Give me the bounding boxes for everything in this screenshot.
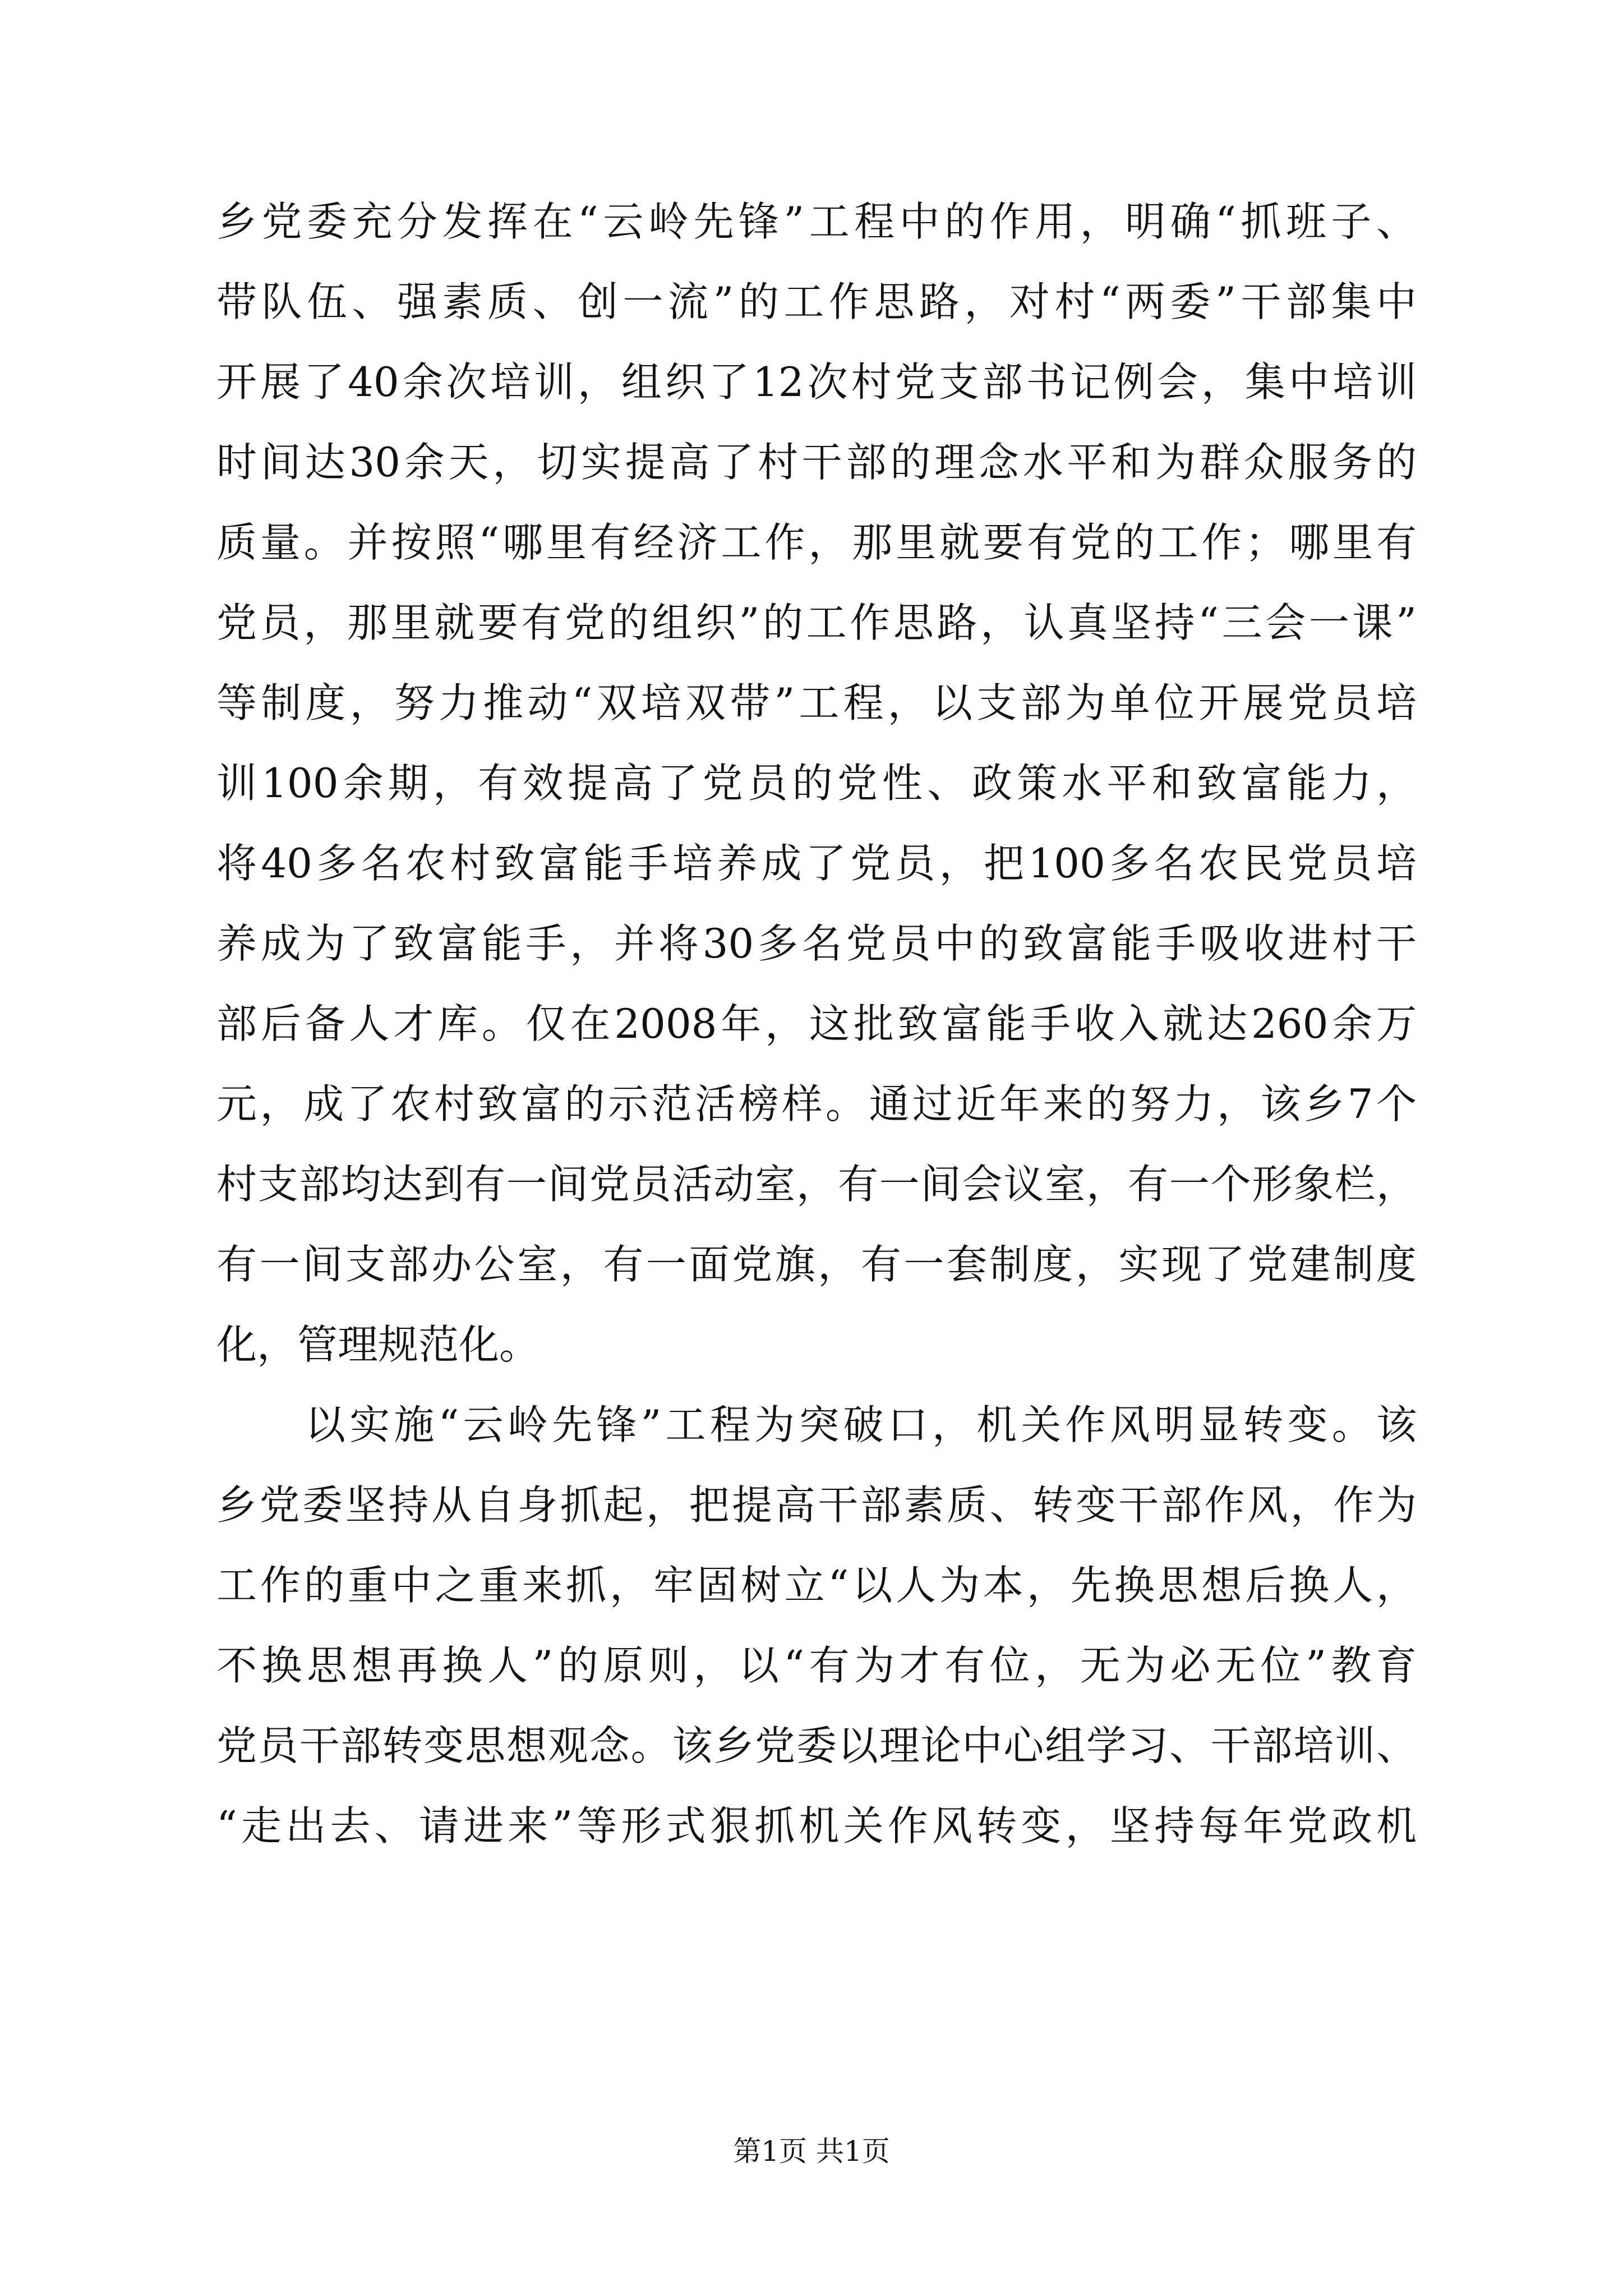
text-line: 党员干部转变思想观念。该乡党委以理论中心组学习、干部培训、 bbox=[216, 1722, 1417, 1769]
text-line: 质量。并按照“哪里有经济工作，那里就要有党的工作；哪里有 bbox=[216, 519, 1417, 566]
text-line: 以实施“云岭先锋”工程为突破口，机关作风明显转变。该 bbox=[305, 1401, 1417, 1448]
text-line: 化，管理规范化。 bbox=[216, 1321, 540, 1368]
text-line: 元，成了农村致富的示范活榜样。通过近年来的努力，该乡7个 bbox=[216, 1080, 1417, 1128]
text-line: 训100余期，有效提高了党员的党性、政策水平和致富能力， bbox=[216, 760, 1417, 807]
text-line: 将40多名农村致富能手培养成了党员，把100多名农民党员培 bbox=[216, 840, 1417, 887]
text-line: 乡党委充分发挥在“云岭先锋”工程中的作用，明确“抓班子、 bbox=[216, 198, 1417, 245]
text-line: 时间达30余天，切实提高了村干部的理念水平和为群众服务的 bbox=[216, 439, 1417, 486]
text-line: 养成为了致富能手，并将30多名党员中的致富能手吸收进村干 bbox=[216, 920, 1417, 967]
text-line: “走出去、请进来”等形式狠抓机关作风转变，坚持每年党政机 bbox=[216, 1802, 1417, 1849]
text-line: 开展了40余次培训，组织了12次村党支部书记例会，集中培训 bbox=[216, 358, 1417, 406]
text-line: 带队伍、强素质、创一流”的工作思路，对村“两委”干部集中 bbox=[216, 278, 1417, 325]
text-line: 有一间支部办公室，有一面党旗，有一套制度，实现了党建制度 bbox=[216, 1241, 1417, 1288]
page-footer: 第1页 共1页 bbox=[733, 2135, 890, 2168]
text-line: 部后备人才库。仅在2008年，这批致富能手收入就达260余万 bbox=[216, 1000, 1417, 1047]
text-line: 党员，那里就要有党的组织”的工作思路，认真坚持“三会一课” bbox=[216, 599, 1417, 646]
text-line: 工作的重中之重来抓，牢固树立“以人为本，先换思想后换人， bbox=[216, 1562, 1417, 1609]
text-line: 村支部均达到有一间党员活动室，有一间会议室，有一个形象栏， bbox=[216, 1161, 1417, 1208]
text-line: 等制度，努力推动“双培双带”工程，以支部为单位开展党员培 bbox=[216, 679, 1417, 726]
text-line: 乡党委坚持从自身抓起，把提高干部素质、转变干部作风，作为 bbox=[216, 1481, 1417, 1529]
text-line: 不换思想再换人”的原则，以“有为才有位，无为必无位”教育 bbox=[216, 1642, 1417, 1689]
